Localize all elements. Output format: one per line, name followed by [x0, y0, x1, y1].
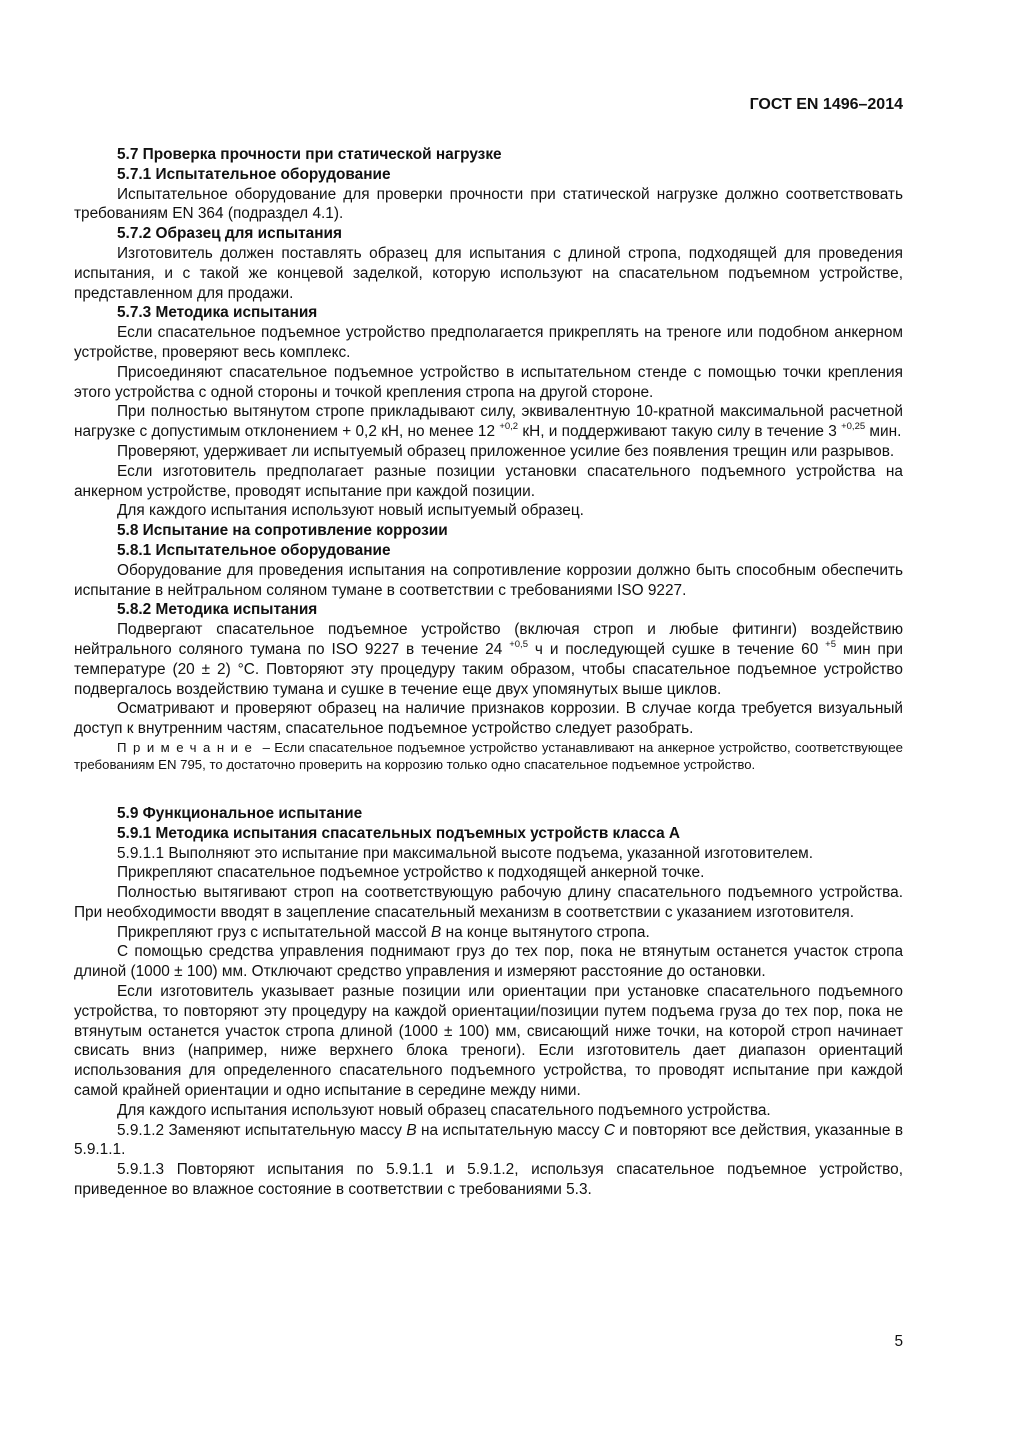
- paragraph: [74, 923, 903, 943]
- tolerance-superscript: +0,2: [499, 421, 519, 433]
- text-run: и повторяют все действия, указанные в 5.9.1.1.: [74, 1121, 903, 1159]
- text-run: кН, и поддерживают такую силу в течение 3: [518, 423, 842, 441]
- section-5-8-1-heading: 5.8.1 Испытательное оборудование: [117, 541, 391, 559]
- paragraph-with-tolerances: [74, 620, 903, 699]
- note: [74, 739, 903, 773]
- mass-symbol: В: [406, 1121, 417, 1139]
- tolerance-superscript: +5: [825, 638, 837, 650]
- paragraph-with-tolerances: [74, 402, 903, 442]
- paragraph: Если изготовитель предполагает разные позиции установки спасательного подъемного устройства на анкерном устройстве, проводят испытание при каждой позиции.: [74, 462, 903, 500]
- paragraph: С помощью средства управления поднимают груз до тех пор, пока не втянутым останется участок стропа длиной (1000 ± 100) мм. Отключают средство управления и измеряют расстояние до остановки.: [74, 943, 903, 981]
- paragraph: [74, 1121, 903, 1161]
- paragraph: Проверяют, удерживает ли испытуемый образец приложенное усилие без появления трещин или разрывов.: [117, 442, 895, 460]
- text-run: на конце вытянутого стропа.: [441, 923, 650, 941]
- paragraph: Прикрепляют спасательное подъемное устройство к подходящей анкерной точке.: [117, 864, 705, 882]
- text-run: Подвергают спасательное подъемное устройство (включая строп и любые фитинги) воздействию нейтрального соляного тумана по ISO 9227 в течение 24: [74, 621, 903, 658]
- paragraph: Для каждого испытания используют новый образец спасательного подъемного устройства.: [117, 1101, 771, 1119]
- section-5-8-2-heading: 5.8.2 Методика испытания: [117, 601, 318, 619]
- section-5-7-2-heading: 5.7.2 Образец для испытания: [117, 225, 342, 243]
- section-5-7-3-heading: 5.7.3 Методика испытания: [117, 304, 318, 322]
- tolerance-superscript: +0,5: [509, 638, 528, 650]
- section-5-9-1-heading: 5.9.1 Методика испытания спасательных подъемных устройств класса А: [117, 824, 681, 842]
- paragraph: Осматривают и проверяют образец на наличие признаков коррозии. В случае когда требуется визуальный доступ к внутренним частям, спасательное подъемное устройство следует разобрать.: [74, 700, 903, 738]
- mass-symbol: С: [603, 1121, 615, 1139]
- text-run: ч и последующей сушке в течение 60: [527, 640, 826, 658]
- paragraph: Полностью вытягивают строп на соответствующую рабочую длину спасательного подъемного устройства. При необходимости вводят в зацепление спасательный механизм в соответствии с указанием изготовителя.: [74, 884, 903, 921]
- paragraph: Если изготовитель указывает разные позиции или ориентации при установке спасательного подъемного устройства, то повторяют эту процедуру на каждой ориентации/позиции путем подъема груза до тех пор, пока не втянутым останется участок стропа длиной (1000 ± 100) мм, свисающий ниже точки, на которой строп начинает свисать вниз (например, ниже верхнего блока треноги). Если изготовитель дает диапазон ориентаций использования для определенного спасательного подъемного устройства, то проводят испытание при каждой самой крайней ориентации и одно испытание в середине между ними.: [74, 983, 903, 1100]
- paragraph: 5.9.1.1 Выполняют это испытание при максимальной высоте подъема, указанной изготовителем.: [117, 844, 814, 862]
- section-5-8-heading: 5.8 Испытание на сопротивление коррозии: [117, 522, 448, 540]
- note-label: Примечание: [117, 739, 259, 755]
- spacer: [74, 773, 903, 804]
- paragraph: Если спасательное подъемное устройство предполагается прикреплять на треноге или подобном анкерном устройстве, проверяют весь комплекс.: [74, 324, 903, 361]
- paragraph: 5.9.1.3 Повторяют испытания по 5.9.1.1 и 5.9.1.2, используя спасательное подъемное устройство, приведенное во влажное состояние в соответствии с требованиями 5.3.: [74, 1161, 903, 1199]
- text-run: При полностью вытянутом стропе прикладывают силу, эквивалентную 10-кратной максимальной расчетной нагрузке с допустимым отклонением + 0,2 кН, но менее 12: [74, 403, 903, 441]
- paragraph: Изготовитель должен поставлять образец для испытания с длиной стропа, подходящей для проведения испытания, и с такой же концевой заделкой, которую используют на спасательном подъемном устройстве, представленном для продажи.: [74, 244, 903, 302]
- paragraph: Для каждого испытания используют новый испытуемый образец.: [117, 502, 584, 520]
- text-run: Прикрепляют груз с испытательной массой: [117, 923, 432, 941]
- paragraph: Присоединяют спасательное подъемное устройство в испытательном стенде с помощью точки крепления этого устройства с одной стороны и точкой крепления стропа на другой стороне.: [74, 363, 903, 401]
- paragraph: Оборудование для проведения испытания на сопротивление коррозии должно быть способным обеспечить испытание в нейтральном соляном тумане в соответствии с требованиями ISO 9227.: [74, 561, 903, 599]
- document-page: [74, 96, 903, 1200]
- text-run: мин.: [865, 423, 902, 441]
- text-run: на испытательную массу: [416, 1121, 604, 1139]
- note-text: – Если спасательное подъемное устройство устанавливают на анкерное устройство, соответствующее требованиям EN 795, то достаточно проверить на коррозию только одно спасательное подъемное устройство.: [74, 739, 903, 772]
- section-5-7-heading: 5.7 Проверка прочности при статической нагрузке: [117, 146, 502, 163]
- document-header: ГОСТ EN 1496–2014: [749, 96, 903, 113]
- text-run: мин при температуре (20 ± 2) °С. Повторяют эту процедуру таким образом, чтобы спасательное подъемное устройство подвергалось воздействию тумана и сушке в течение еще двух упомянутых выше циклов.: [74, 640, 903, 698]
- section-5-7-1-heading: 5.7.1 Испытательное оборудование: [117, 165, 391, 183]
- page-number: 5: [894, 1333, 903, 1350]
- mass-symbol: В: [431, 923, 442, 941]
- section-5-9-heading: 5.9 Функциональное испытание: [117, 804, 363, 822]
- tolerance-superscript: +0,25: [841, 421, 866, 433]
- text-run: 5.9.1.2 Заменяют испытательную массу: [117, 1121, 407, 1139]
- paragraph: Испытательное оборудование для проверки прочности при статической нагрузке должно соответствовать требованиям EN 364 (подраздел 4.1).: [74, 185, 903, 223]
